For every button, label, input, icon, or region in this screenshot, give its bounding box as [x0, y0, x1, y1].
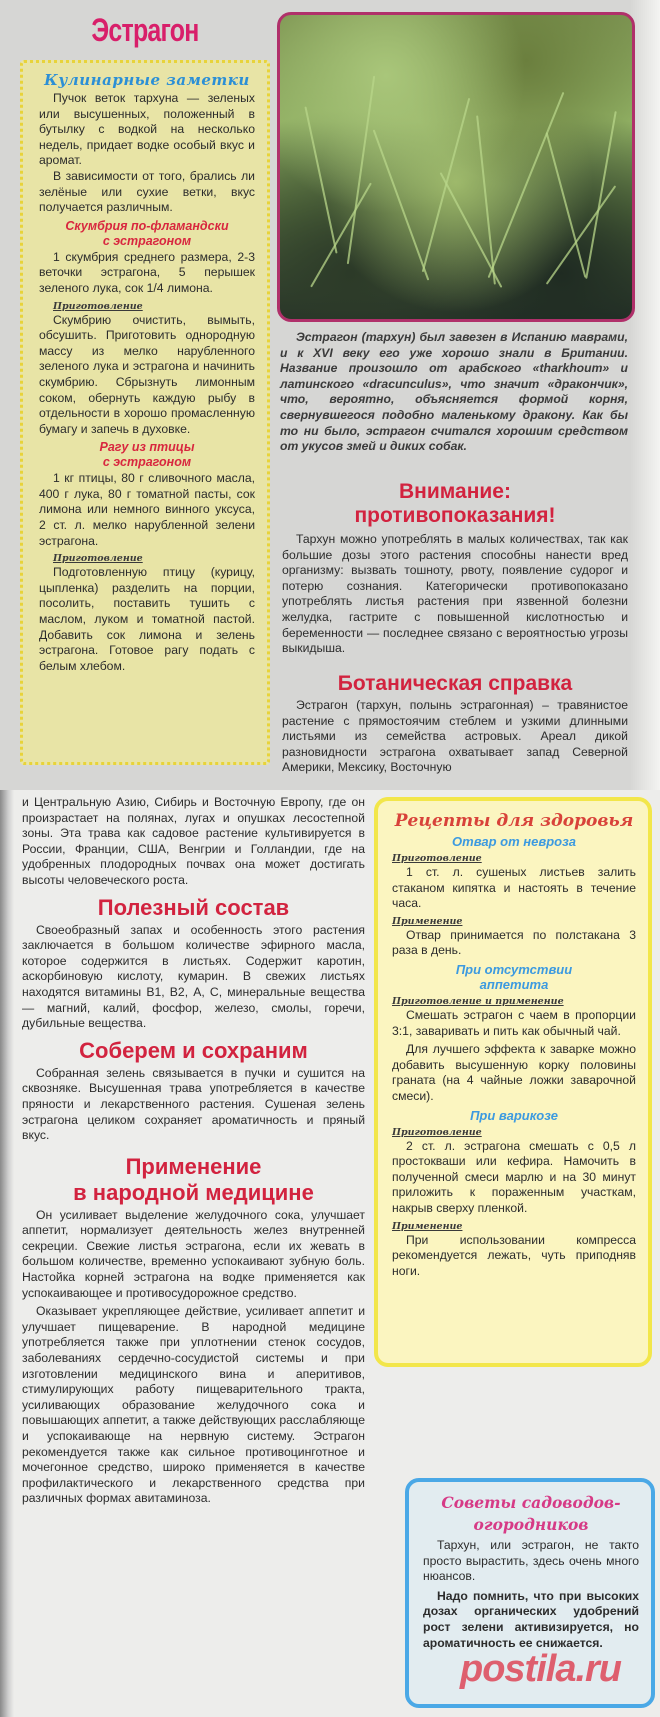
heading-line: Советы садоводов-	[441, 1493, 621, 1512]
leaf-decoration	[488, 92, 565, 278]
health-recipes-box	[374, 797, 652, 1367]
contraindications-section	[282, 480, 628, 657]
tarragon-photo	[277, 12, 635, 322]
recipe-title-line: с эстрагоном	[102, 233, 192, 248]
heading-line: Применение	[125, 1153, 262, 1179]
leaf-decoration	[585, 111, 616, 279]
health-recipe-title	[392, 962, 636, 992]
botany-text-continued: и Центральную Азию, Сибирь и Восточную Европу, где он произрастает на полянах, лугах и опушках лесостепной зоны. Эта трава как садовое растение культивируется в России, Франции, США, Венгрии и Голландии, где на удобренных плодородных почвах она может достигать высоты человеческого роста.	[22, 795, 365, 887]
watermark: postila.ru	[460, 1648, 622, 1690]
composition-heading: Полезный состав	[97, 894, 290, 920]
culinary-notes-box	[20, 60, 270, 765]
title-line: аппетита	[479, 976, 549, 992]
leaf-decoration	[310, 183, 372, 288]
recipe-title-line: с эстрагоном	[102, 455, 192, 470]
harvest-heading: Соберем и сохраним	[79, 1037, 308, 1063]
contraindications-heading	[282, 480, 628, 528]
title-line: При отсутствии	[455, 961, 573, 977]
contraindications-text: Тархун можно употреблять в малых количествах, так как большие дозы этого растения способны нанести вред организму: вызвать тошноту, рвоту, появление судорог и потерю сознания. Категорически противопоказано употреблять листья растения при язвенной болезни желудка, гастрите с повышенной кислотностью и беременности — последнее связано с вероятностью угрозы выкидыша.	[282, 532, 628, 656]
botany-section	[282, 672, 628, 776]
heading-line: в народной медицине	[73, 1179, 314, 1205]
gutter-shadow	[0, 790, 14, 1717]
recipe-method: Подготовленную птицу (курицу, цыпленка) разделить на порции, посолить, поставить тушить с маслом, луком и томатной пастой. Добавить сок лимона и зелень эстрагона. Готовое рагу подать с белым хлебом.	[39, 565, 255, 673]
folk-medicine-paragraph: Оказывает укрепляющее действие, усиливает аппетит и улучшает пищеварение. В народной медицине употребляется также при уплотнении стенок сосудов, заболеваниях сердечно-сосудистой системы и при изготовлении медицинского вина и аперитивов, стимулирующих работу пищеварительного тракта, усиливающих образование желудочного сока и повышающих аппетит, а также действующих расслабляюще и успокаивающе на нервную систему. Эстрагон рекомендуется также как сильное противоцинготное и мочегонное средство, широко применяется в качестве профилактического и лекарственного средства при различных формах авитаминоза.	[22, 1304, 365, 1506]
health-recipe-text: Отвар принимается по полстакана 3 раза в день.	[392, 927, 636, 958]
method-label: Приготовление	[53, 553, 143, 565]
leaf-decoration	[347, 76, 375, 264]
culinary-intro-paragraph: В зависимости от того, брались ли зелёные или сухие ветки, вкус получается различным.	[39, 168, 255, 215]
heading-line: Внимание:	[399, 480, 511, 503]
method-label: Приготовление	[392, 853, 482, 864]
leaf-decoration	[304, 106, 337, 253]
health-recipe-text: При использовании компресса рекомендуется лежать, чуть приподняв ноги.	[392, 1232, 636, 1278]
usage-label: Применение	[392, 915, 463, 927]
health-recipe-title: При варикозе	[470, 1107, 558, 1123]
botany-heading: Ботаническая справка	[337, 672, 573, 695]
gardening-tips-bold-text: Надо помнить, что при высоких дозах органических удобрений рост зелени активизируется, но ароматичность ее снижается.	[423, 1588, 639, 1650]
page-title: Эстрагон	[91, 12, 199, 48]
gardening-tips-heading	[423, 1492, 639, 1536]
recipe-title-line: Скумбрия по-фламандски	[65, 218, 229, 233]
caption-text: Эстрагон (тархун) был завезен в Испанию маврами, и к XVI веку его уже хорошо знали в Британии. Название произошло от арабского «tharkhoum» и латинского «dracunculus», что значит «дракончик», что, вероятно, объясняется формой корня, свернувшегося подобно маленькому дракону. Как бы то ни было, эстрагон считался хорошим средством от укусов змей и диких собак.	[280, 330, 628, 454]
botany-text: Эстрагон (тархун, полынь эстрагонная) – травянистое растение с прямостоячим стеблем и узкими длинными листьями из семейства астровых. Ареал дикой разновидности эстрагона охватывает запад Северной Америки, Мексику, Восточную	[282, 698, 628, 775]
folk-medicine-heading	[22, 1154, 365, 1206]
health-recipe-text: Для лучшего эффекта к заварке можно добавить высушенную корку половины граната (на 4 чайные ложки заварочной смеси).	[392, 1042, 636, 1103]
composition-text: Своеобразный запах и особенность этого растения заключается в большом количестве эфирного масла, которое содержится в листьях. Содержит каротин, аскорбиновую кислоту, кумарин. В свежих листьях находятся витамины В1, В2, А, С, минеральные вещества — магний, калий, фосфор, железо, смолы, горечи, дубильные вещества.	[22, 922, 365, 1031]
method-label: Приготовление	[392, 1126, 482, 1138]
recipe-title-line: Рагу из птицы	[99, 440, 195, 455]
recipe-title	[39, 219, 255, 249]
culinary-intro-paragraph: Пучок веток тархуна — зеленых или высушенных, положенный в бутылку с водкой на несколько недель, придает водке особый вкус и аромат.	[39, 91, 255, 168]
recipe-ingredients: 1 скумбрия среднего размера, 2-3 веточки эстрагона, 5 перышек зеленого лука, сок 1/4 лимона.	[39, 249, 255, 295]
recipe-title	[39, 440, 255, 470]
leaf-decoration	[440, 172, 503, 288]
method-usage-label: Приготовление и применение	[392, 995, 564, 1007]
gardening-tips-text: Тархун, или эстрагон, не такто просто вырастить, здесь очень много нюансов.	[423, 1538, 639, 1584]
culinary-notes-heading: Кулинарные заметки	[44, 71, 250, 89]
heading-line: огородников	[473, 1515, 589, 1534]
usage-label: Применение	[392, 1220, 463, 1232]
health-recipe-text: Смешать эстрагон с чаем в пропорции 3:1, заваривать и пить как обычный чай.	[392, 1007, 636, 1038]
method-label: Приготовление	[53, 300, 143, 312]
health-recipe-text: 1 ст. л. сушеных листьев залить стаканом кипятка и настоять в течение часа.	[392, 865, 636, 911]
recipe-method: Скумбрию очистить, вымыть, обсушить. Приготовить однородную массу из мелко нарубленного зеленого лука и эстрагона и начинить скумбрию. Сбрызнуть лимонным соком, обернуть каждую рыбу в отдельности в хорошо промасленную бумагу и запечь в духовке.	[39, 312, 255, 436]
health-recipe-text: 2 ст. л. эстрагона смешать с 0,5 л простокваши или кефира. Намочить в полученной смеси марлю и на 30 минут приложить к пораженным участкам, накрыв сверху пленкой.	[392, 1138, 636, 1215]
harvest-text: Собранная зелень связывается в пучки и сушится на сквозняке. Высушенная трава употребляется в качестве пряности и лекарственного растения. Сушеная зелень эстрагона целиком сохраняет ароматичность и пряный вкус.	[22, 1065, 365, 1143]
health-recipe-title: Отвар от невроза	[452, 834, 576, 849]
folk-medicine-paragraph: Он усиливает выделение желудочного сока, улучшает аппетит, нормализует деятельность желез внутренней секреции. Свежие листья эстрагона, если их жевать в большом количестве, временно успокаивают зубную боль. Настойка корней эстрагона на водке применяется как успокаивающее и противосудорожное средство.	[22, 1207, 365, 1300]
leaf-decoration	[373, 129, 430, 280]
heading-line: противопоказания!	[354, 504, 556, 527]
recipe-ingredients: 1 кг птицы, 80 г сливочного масла, 400 г лука, 80 г томатной пасты, сок лимона или немного винного уксуса, 2 ст. л. мелко нарубленной зелени эстрагона.	[39, 471, 255, 548]
photo-caption	[280, 330, 628, 455]
health-recipes-heading: Рецепты для здоровья	[394, 811, 634, 831]
leaf-decoration	[546, 185, 616, 284]
main-article-column	[22, 795, 365, 1507]
